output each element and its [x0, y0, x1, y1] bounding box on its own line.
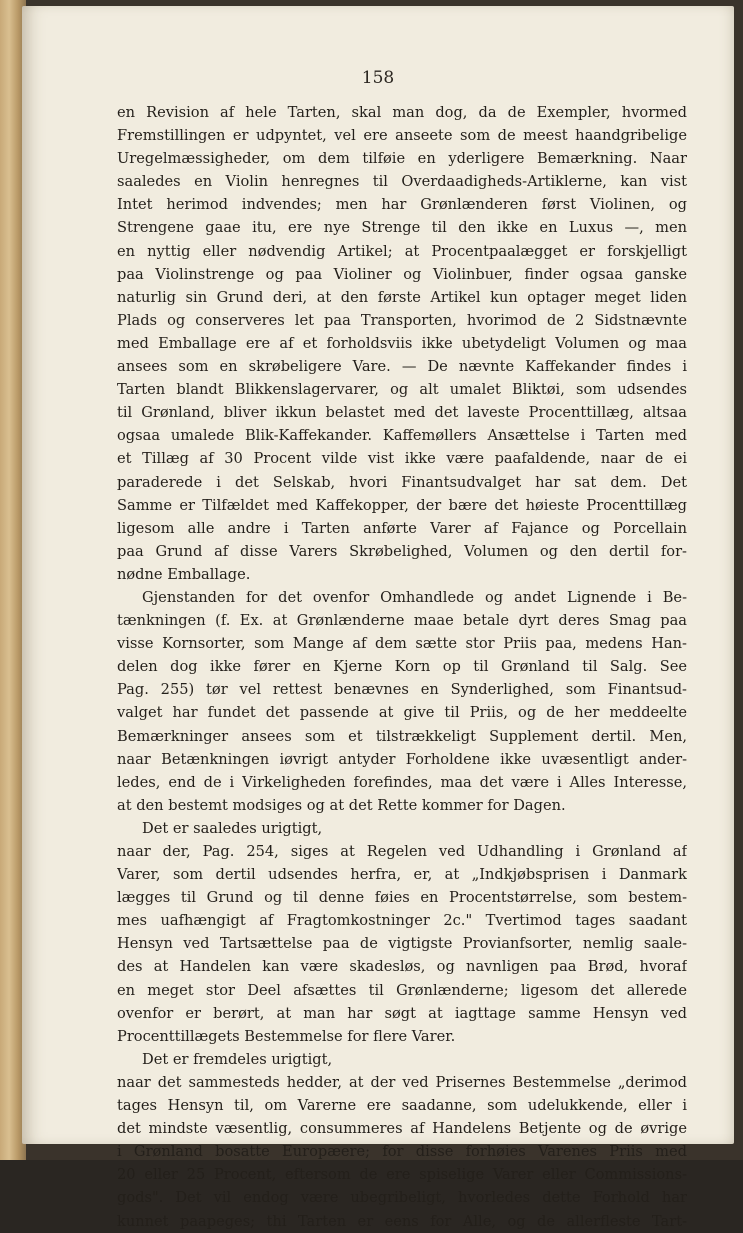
body-text	[117, 101, 687, 1233]
text-line: saaledes en Violin henregnes til Overdaadigheds-Artiklerne, kan vist	[117, 173, 687, 191]
text-line: ansees som en skrøbeligere Vare. — De nævnte Kaffekander findes i	[117, 358, 687, 376]
text-line: delen dog ikke fører en Kjerne Korn op til Grønland til Salg. See	[117, 658, 687, 676]
text-line: naar det sammesteds hedder, at der ved Prisernes Bestemmelse „derimod	[117, 1073, 687, 1091]
text-line: ledes, end de i Virkeligheden forefindes, maa det være i Alles Interesse,	[117, 773, 687, 791]
text-line: 20 eller 25 Procent, eftersom de ere spiselige Varer eller Commissions-	[117, 1166, 687, 1184]
text-line: Samme er Tilfældet med Kaffekopper, der bære det høieste Procenttillæg	[117, 496, 687, 514]
text-line: Gjenstanden for det ovenfor Omhandlede og andet Lignende i Be-	[142, 588, 687, 606]
text-line: tages Hensyn til, om Varerne ere saadanne, som udelukkende, eller i	[117, 1097, 687, 1115]
text-line: Intet herimod indvendes; men har Grønlænderen først Violinen, og	[117, 196, 687, 214]
text-line: Tarten blandt Blikkenslagervarer, og alt umalet Bliktøi, som udsendes	[117, 381, 687, 399]
text-line: ligesom alle andre i Tarten anførte Varer af Fajance og Porcellain	[117, 519, 687, 537]
text-line: paraderede i det Selskab, hvori Finantsudvalget har sat dem. Det	[117, 473, 687, 491]
text-line: naar Betænkningen iøvrigt antyder Forholdene ikke uvæsentligt ander-	[117, 750, 687, 768]
text-line: des at Handelen kan være skadesløs, og navnligen paa Brød, hvoraf	[117, 958, 687, 976]
text-line: Bemærkninger ansees som et tilstrækkeligt Supplement dertil. Men,	[117, 727, 687, 745]
text-line: Fremstillingen er udpyntet, vel ere anseete som de meest haandgribelige	[117, 127, 687, 145]
text-line: Plads og conserveres let paa Transporten, hvorimod de 2 Sidstnævnte	[117, 311, 687, 329]
text-line: paa Violinstrenge og paa Violiner og Violinbuer, finder ogsaa ganske	[117, 265, 687, 283]
text-line: paa Grund af disse Varers Skrøbelighed, Volumen og den dertil for-	[117, 542, 687, 560]
text-line: det mindste væsentlig, consummeres af Handelens Betjente og de øvrige	[117, 1120, 687, 1138]
text-line: Pag. 255) tør vel rettest benævnes en Synderlighed, som Finantsud-	[117, 681, 687, 699]
text-line: et Tillæg af 30 Procent vilde vist ikke være paafaldende, naar de ei	[117, 450, 687, 468]
text-line: lægges til Grund og til denne føies en Procentstørrelse, som bestem-	[117, 889, 687, 907]
text-line: en Revision af hele Tarten, skal man dog, da de Exempler, hvormed	[117, 104, 687, 121]
text-line: Varer, som dertil udsendes herfra, er, at „Indkjøbsprisen i Danmark	[117, 866, 687, 884]
text-line: Uregelmæssigheder, om dem tilføie en yderligere Bemærkning. Naar	[117, 150, 687, 168]
text-line: nødne Emballage.	[117, 565, 251, 583]
text-line: i Grønland bosatte Europæere; for disse forhøies Varenes Priis med	[117, 1143, 687, 1161]
text-line: naturlig sin Grund deri, at den første Artikel kun optager meget liden	[117, 288, 687, 306]
text-line: ovenfor er berørt, at man har søgt at iagttage samme Hensyn ved	[117, 1004, 687, 1022]
text-line: at den bestemt modsiges og at det Rette kommer for Dagen.	[117, 796, 566, 814]
text-line: Hensyn ved Tartsættelse paa de vigtigste Provianfsorter, nemlig saale-	[117, 935, 687, 953]
text-line: ogsaa umalede Blik-Kaffekander. Kaffemøllers Ansættelse i Tarten med	[117, 427, 687, 445]
text-line: en nyttig eller nødvendig Artikel; at Procentpaalægget er forskjelligt	[117, 242, 687, 260]
text-line: Det er saaledes urigtigt,	[142, 819, 323, 837]
text-line: gods". Det vil endog være ubegribeligt, hvorledes dette Forhold har	[117, 1189, 687, 1207]
text-line: Strengene gaae itu, ere nye Strenge til den ikke en Luxus —, men	[117, 219, 687, 237]
text-line: valget har fundet det passende at give til Priis, og de her meddeelte	[117, 704, 687, 722]
text-line: naar der, Pag. 254, siges at Regelen ved Udhandling i Grønland af	[117, 843, 687, 860]
text-line: Procenttillægets Bestemmelse for flere Varer.	[117, 1027, 456, 1045]
book-page	[22, 6, 734, 1230]
text-line: med Emballage ere af et forholdsviis ikke ubetydeligt Volumen og maa	[117, 334, 687, 352]
text-line: Det er fremdeles urigtigt,	[142, 1050, 333, 1068]
page-number: 158	[361, 68, 395, 88]
text-line: tænkningen (f. Ex. at Grønlænderne maae betale dyrt deres Smag paa	[117, 612, 687, 630]
text-line: en meget stor Deel afsættes til Grønlænderne; ligesom det allerede	[117, 981, 687, 999]
text-line: mes uafhængigt af Fragtomkostninger 2c." Tvertimod tages saadant	[117, 912, 687, 930]
text-line: kunnet paapeges; thi Tarten er eens for Alle, og de allerfleste Tart-	[117, 1212, 687, 1230]
text-line: visse Kornsorter, som Mange af dem sætte stor Priis paa, medens Han-	[117, 635, 687, 653]
text-line: til Grønland, bliver ikkun belastet med det laveste Procenttillæg, altsaa	[117, 404, 687, 422]
